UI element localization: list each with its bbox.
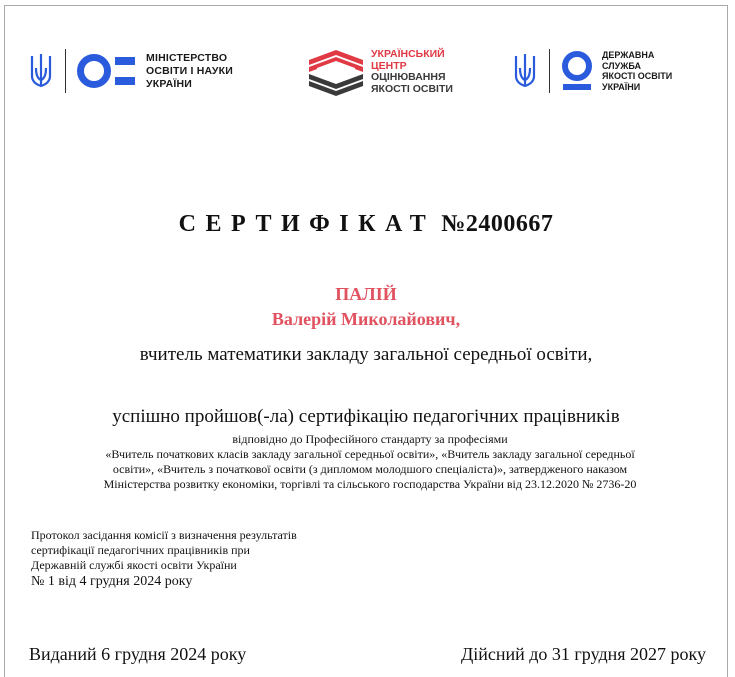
protocol-number: № 1 від 4 грудня 2024 року <box>31 574 193 589</box>
protocol-line-2: сертифікації педагогічних працівників при <box>31 543 250 557</box>
standard-line-4: Міністерства розвитку економіки, торгівлі та сільського господарства України від 23.12.2020 № 2736-20 <box>103 477 637 491</box>
ministry-line-1: МІНІСТЕРСТВО <box>146 51 228 64</box>
certificate-title <box>5 211 727 238</box>
certificate-page <box>4 5 728 677</box>
trident-icon <box>29 52 53 90</box>
ministry-line-2: ОСВІТИ І НАУКИ <box>146 64 234 77</box>
ministry-mark-icon <box>76 53 138 89</box>
ucoz-line-4: ЯКОСТІ ОСВІТИ <box>371 82 453 95</box>
certificate-word: СЕРТИФІКАТ <box>178 211 436 237</box>
standard-line-1: відповідно до Професійного стандарту за професіями <box>232 432 508 446</box>
ucoz-line-1: УКРАЇНСЬКИЙ <box>371 48 445 60</box>
dsyo-name <box>602 50 672 92</box>
professional-standard <box>65 432 675 492</box>
certification-statement: успішно пройшов(-ла) сертифікацію педагогічних працівників <box>112 406 620 427</box>
dsyo-line-2: СЛУЖБА <box>602 60 641 71</box>
holder-surname: ПАЛІЙ <box>335 284 397 304</box>
ministry-logo <box>29 49 233 93</box>
certificate-number: №2400667 <box>441 211 554 237</box>
ministry-name <box>146 52 233 91</box>
ucoz-line-3: ОЦІНЮВАННЯ <box>371 71 446 83</box>
protocol-block <box>31 528 297 591</box>
holder-position: вчитель математики закладу загальної середньої освіти, <box>139 344 593 365</box>
valid-until-date: Дійсний до 31 грудня 2027 року <box>460 644 706 664</box>
dsyo-line-4: УКРАЇНИ <box>602 81 641 92</box>
trident-icon <box>513 52 537 90</box>
logo-divider <box>549 49 550 93</box>
logo-divider <box>65 49 66 93</box>
standard-line-2: «Вчитель початкових класів закладу загальної середньої освіти», «Вчитель закладу загальної середньої <box>105 447 635 461</box>
protocol-line-1: Протокол засідання комісії з визначення результатів <box>31 528 297 542</box>
ucoz-name <box>371 49 453 95</box>
standard-line-3: освіти», «Вчитель з початкової освіти (з дипломом молодшого спеціаліста)», затвердженого наказом <box>112 462 628 476</box>
ucoz-line-2: ЦЕНТР <box>371 59 407 72</box>
ucoz-logo <box>307 46 453 98</box>
holder-given-name: Валерій Миколайович, <box>271 309 461 329</box>
dsyo-logo <box>513 49 672 93</box>
issued-date: Виданий 6 грудня 2024 року <box>29 644 247 664</box>
dsyo-line-3: ЯКОСТІ ОСВІТИ <box>602 71 673 81</box>
dsyo-line-1: ДЕРЖАВНА <box>602 50 655 60</box>
ucoz-mark-icon <box>307 46 365 98</box>
ministry-line-3: УКРАЇНИ <box>146 77 193 90</box>
dsyo-mark-icon <box>560 50 594 92</box>
protocol-line-3: Державній службі якості освіти України <box>31 558 237 572</box>
